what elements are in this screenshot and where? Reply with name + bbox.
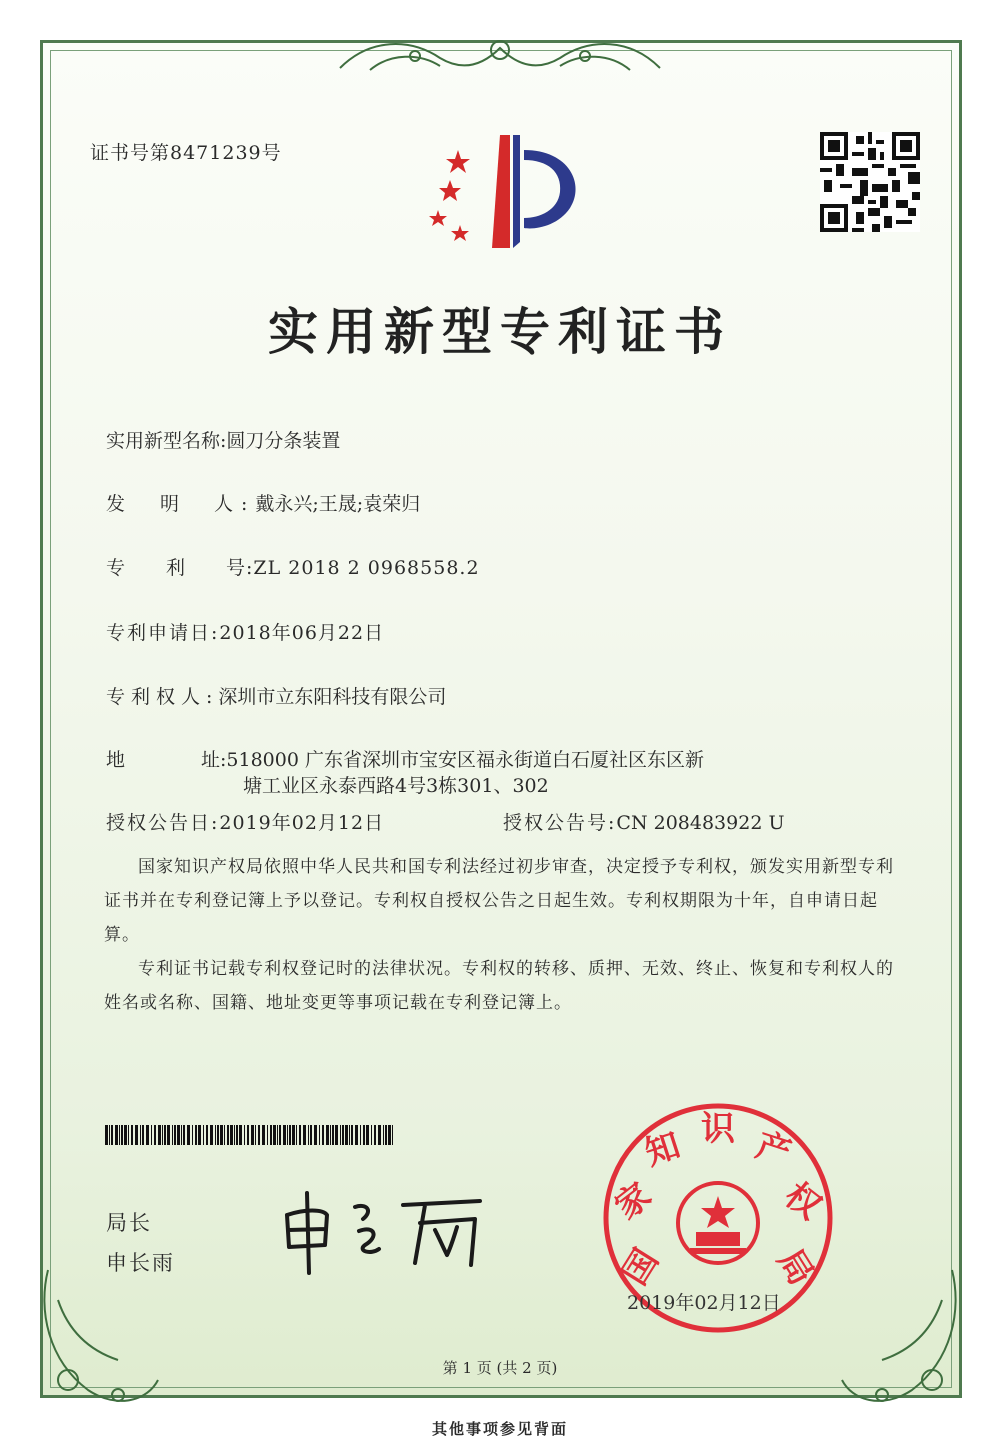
cnipa-logo-icon (420, 130, 590, 260)
field-inventor (106, 489, 420, 516)
svg-text:知: 知 (640, 1125, 685, 1174)
svg-text:局: 局 (769, 1242, 822, 1293)
patentee-label: 专利权人: (106, 686, 219, 708)
barcode-icon (105, 1125, 395, 1145)
body-paragraph-2: 专利证书记载专利权登记时的法律状况。专利权的转移、质押、无效、终止、恢复和专利权人的姓名或名称、国籍、地址变更等事项记载在专利登记簿上。 (104, 959, 894, 1013)
grant-number-value: CN 208483922 U (616, 812, 785, 834)
patent-number-label: 专 利 号: (106, 557, 254, 579)
address-label: 地 址: (106, 749, 227, 771)
seal-date: 2019年02月12日 (627, 1292, 781, 1314)
bottom-right-ornament (832, 1260, 972, 1420)
grant-number-label: 授权公告号: (503, 812, 617, 834)
body-text (104, 850, 904, 1020)
inventor-label: 发 明 人: (106, 493, 256, 515)
director-name: 申长雨 (106, 1251, 175, 1275)
grant-date-value: 2019年02月12日 (219, 812, 385, 834)
body-paragraph-1: 国家知识产权局依照中华人民共和国专利法经过初步审查，决定授予专利权，颁发实用新型专利证书并在专利登记簿上予以登记。专利权自授权公告之日起生效。专利权期限为十年，自申请日起算。 (104, 857, 894, 945)
field-utility-model-name (106, 426, 340, 453)
patent-number-value: ZL 2018 2 0968558.2 (253, 557, 480, 579)
patentee-value: 深圳市立东阳科技有限公司 (218, 686, 447, 708)
filing-date-label: 专利申请日: (106, 622, 220, 644)
field-filing-date (106, 618, 384, 645)
certificate-title: 实用新型专利证书 (268, 302, 732, 361)
qr-code-icon (820, 132, 920, 232)
name-value: 圆刀分条装置 (226, 430, 341, 452)
field-address (106, 745, 704, 772)
field-grant-date (106, 808, 384, 835)
inventor-value: 戴永兴;王晟;袁荣归 (255, 493, 421, 515)
director-signature (275, 1185, 505, 1275)
address-line-2: 塘工业区永泰西路4号3栋301、302 (243, 775, 549, 797)
field-patentee (106, 682, 446, 709)
bottom-left-ornament (28, 1260, 168, 1420)
certificate-number: 证书号第8471239号 (90, 142, 282, 164)
page-number: 第 1 页 (共 2 页) (442, 1359, 558, 1377)
filing-date-value: 2018年06月22日 (219, 622, 385, 644)
address-line-1: 518000 广东省深圳市宝安区福永街道白石厦社区东区新 (226, 749, 704, 771)
field-patent-number (106, 553, 480, 580)
footer-note: 其他事项参见背面 (431, 1420, 568, 1438)
svg-text:产: 产 (751, 1125, 796, 1174)
name-label: 实用新型名称: (106, 430, 227, 452)
svg-text:国: 国 (614, 1242, 667, 1293)
svg-text:权: 权 (777, 1175, 829, 1228)
grant-date-label: 授权公告日: (106, 812, 220, 834)
top-ornament (330, 28, 670, 83)
field-grant-number (503, 808, 784, 835)
svg-text:识: 识 (701, 1109, 735, 1149)
svg-text:家: 家 (607, 1175, 659, 1228)
director-title: 局长 (106, 1211, 152, 1235)
